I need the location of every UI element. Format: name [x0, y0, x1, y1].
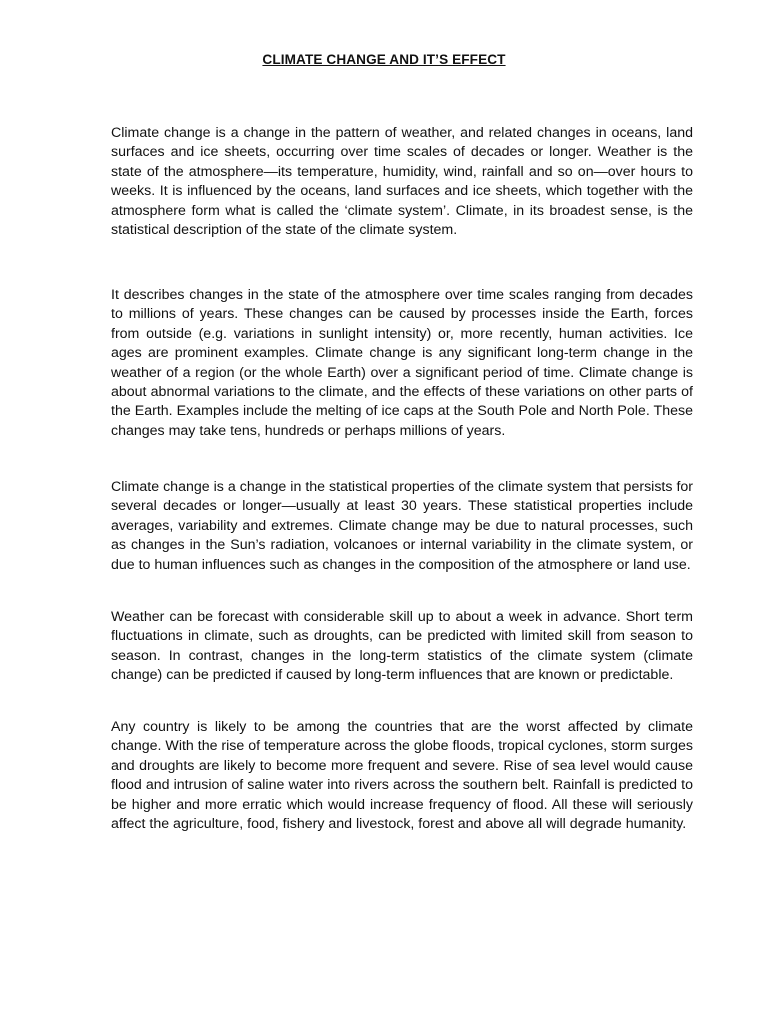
- paragraph-climate-definition: Climate change is a change in the pattern of weather, and related changes in oceans, land surfaces and ice sheets, occurring over time scales of decades or longer. Weather is the state of the atmosphere—its temperature, humidity, wind, rainfall and so on—over hours to weeks. It is influenced by the oceans, land surfaces and ice sheets, which together with the atmosphere form what is called the ‘climate system’. Climate, in its broadest sense, is the statistical description of the state of the climate system.: [111, 125, 693, 239]
- paragraph-weather-forecast: Weather can be forecast with considerable skill up to about a week in advance. Short term fluctuations in climate, such as droughts, can be predicted with limited skill from season to season. In contrast, changes in the long-term statistics of the climate system (climate change) can be predicted if caused by long-term influences that are known or predictable.: [111, 609, 693, 684]
- document-title: CLIMATE CHANGE AND IT’S EFFECT: [262, 52, 506, 67]
- paragraph-atmospheric-changes: It describes changes in the state of the atmosphere over time scales ranging from decades to millions of years. These changes can be caused by processes inside the Earth, forces from outside (e.g. variations in sunlight intensity) or, more recently, human activities. Ice ages are prominent examples. Climate change is any significant long-term change in the weather of a region (or the whole Earth) over a significant period of time. Climate change is about abnormal variations to the climate, and the effects of these variations on other parts of the Earth. Examples include the melting of ice caps at the South Pole and North Pole. These changes may take tens, hundreds or perhaps millions of years.: [111, 287, 693, 439]
- paragraph-statistical-properties: Climate change is a change in the statistical properties of the climate system that persists for several decades or longer—usually at least 30 years. These statistical properties include averages, variability and extremes. Climate change may be due to natural processes, such as changes in the Sun’s radiation, volcanoes or internal variability in the climate system, or due to human influences such as changes in the composition of the atmosphere or land use.: [111, 479, 693, 573]
- paragraph-country-effects: Any country is likely to be among the countries that are the worst affected by climate change. With the rise of temperature across the globe floods, tropical cyclones, storm surges and droughts are likely to become more frequent and severe. Rise of sea level would cause flood and intrusion of saline water into rivers across the southern belt. Rainfall is predicted to be higher and more erratic which would increase frequency of flood. All these will seriously affect the agriculture, food, fishery and livestock, forest and above all will degrade humanity.: [111, 719, 693, 833]
